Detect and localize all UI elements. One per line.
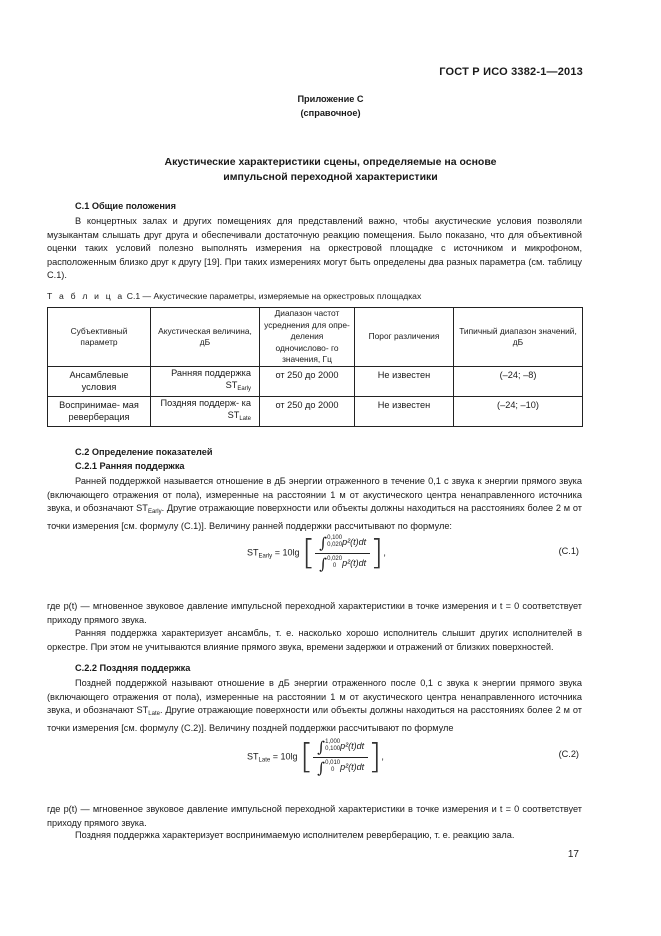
table-header-cell: Акустическая величина, дБ xyxy=(151,308,260,367)
table-cell: от 250 до 2000 xyxy=(260,397,355,427)
document-header: ГОСТ Р ИСО 3382-1—2013 xyxy=(439,66,583,78)
section-c21-heading: С.2.1 Ранняя поддержка xyxy=(75,461,185,471)
table-cell: Не известен xyxy=(355,367,454,397)
section-c22-heading: С.2.2 Поздняя поддержка xyxy=(75,663,191,673)
table-cell: Поздняя поддерж- ка $ST_{Late}$ xyxy=(151,397,260,427)
section-c1-paragraph: В концертных залах и других помещениях для представлений важно, чтобы акустические условия позволяли музыкантам слышать друг друга и обеспечивали достаточную реакцию помещения. Было показано, что для объективной оценки таких условий полезно выполнять измерения на оркестровой площадке с источником и микрофоном, расположенным близко друг к другу [19]. При таких измерениях могут быть определены два разных параметра (см. таблицу С.1). xyxy=(47,216,582,280)
table-cell: (–24; –8) xyxy=(454,367,583,397)
page-number: 17 xyxy=(567,849,579,860)
appendix-title: Приложение С xyxy=(297,94,364,104)
formula-c2-number: (С.2) xyxy=(558,749,579,759)
table-cell: Воспринимае- мая реверберация xyxy=(48,397,151,427)
early-where-paragraph: где p(t) — мгновенное звуковое давление импульсной переходной характеристики в точке измерения и t = 0 соответствует приходу прямого звука. xyxy=(47,601,582,625)
table-cell: Ансамблевые условия xyxy=(48,367,151,397)
table-cell: (–24; –10) xyxy=(454,397,583,427)
section-c1-heading: С.1 Общие положения xyxy=(75,201,176,211)
late-note-paragraph: Поздняя поддержка характеризует воспринимаемую исполнителем реверберацию, т. е. реакцию зала. xyxy=(75,830,515,840)
early-support-paragraph: Ранней поддержкой называется отношение в дБ энергии отраженного в течение 0,1 с звука к энергии прямого звука (включающего отражения от пола), измеренные на расстоянии 1 м от акустического центра ненаправленного источника звука, и обозначают $ST_{Early}$. Другие отражающие поверхности или объекты должны находиться на расстояниях более 2 м от точки измерения [см. формулу (С.1)]. Величину ранней поддержки рассчитывают по формуле: xyxy=(47,476,583,531)
table-header-cell: Диапазон частот усреднения для опре- деления одночислово- го значения, Гц xyxy=(260,308,355,367)
table-cell: от 250 до 2000 xyxy=(260,367,355,397)
formula-c1-number: (С.1) xyxy=(558,546,579,556)
table-header-row xyxy=(48,308,583,367)
table-row xyxy=(48,367,583,397)
main-title-line1: Акустические характеристики сцены, определяемые на основе xyxy=(164,156,497,168)
appendix-subtitle: (справочное) xyxy=(300,108,361,118)
formula-c1: $ST_{Early} = 10\lg$ [ ∫0,100 0,020p²(t)dt ∫0,020 0 p²(t)dt ], xyxy=(247,533,386,573)
table-caption: Т а б л и ц а С.1 — Акустические параметры, измеряемые на оркестровых площадках xyxy=(47,291,422,301)
table-header-cell: Порог различения xyxy=(355,308,454,367)
table-row xyxy=(48,397,583,427)
acoustic-parameters-table xyxy=(47,307,583,427)
table-cell: Не известен xyxy=(355,397,454,427)
main-title-line2: импульсной переходной характеристики xyxy=(223,171,438,183)
section-c2-heading: С.2 Определение показателей xyxy=(75,447,213,457)
late-where-paragraph: где p(t) — мгновенное звуковое давление импульсной переходной характеристики в точке измерения и t = 0 соответствует приходу прямого звука. xyxy=(47,804,582,828)
formula-c2: $ST_{Late} = 10\lg$ [ ∫1,000 0,100p²(t)dt ∫0,010 0 p²(t)dt ], xyxy=(247,737,384,777)
table-header-cell: Типичный диапазон значений, дБ xyxy=(454,308,583,367)
early-note-paragraph: Ранняя поддержка характеризует ансамбль, т. е. насколько хорошо исполнитель слышит других исполнителей в оркестре. При этом не учитываются влияние прямого звука, времени задержки и отражений от близких поверхностей. xyxy=(47,628,582,652)
table-cell: Ранняя поддержка $ST_{Early}$ xyxy=(151,367,260,397)
late-support-paragraph: Поздней поддержкой называют отношение в дБ энергии отраженного после 0,1 с звука к энергии прямого звука (включающего отражения от пола), измеренные на расстоянии 1 м от акустического центра ненаправленного источника звука, и обозначают $ST_{Late}$. Другие отражающие поверхности или объекты должны находиться на расстояниях более 2 м от точки измерения [см. формулу (С.2)]. Величину поздней поддержки рассчитывают по формуле xyxy=(47,678,582,733)
table-header-cell: Субъективный параметр xyxy=(48,308,151,367)
